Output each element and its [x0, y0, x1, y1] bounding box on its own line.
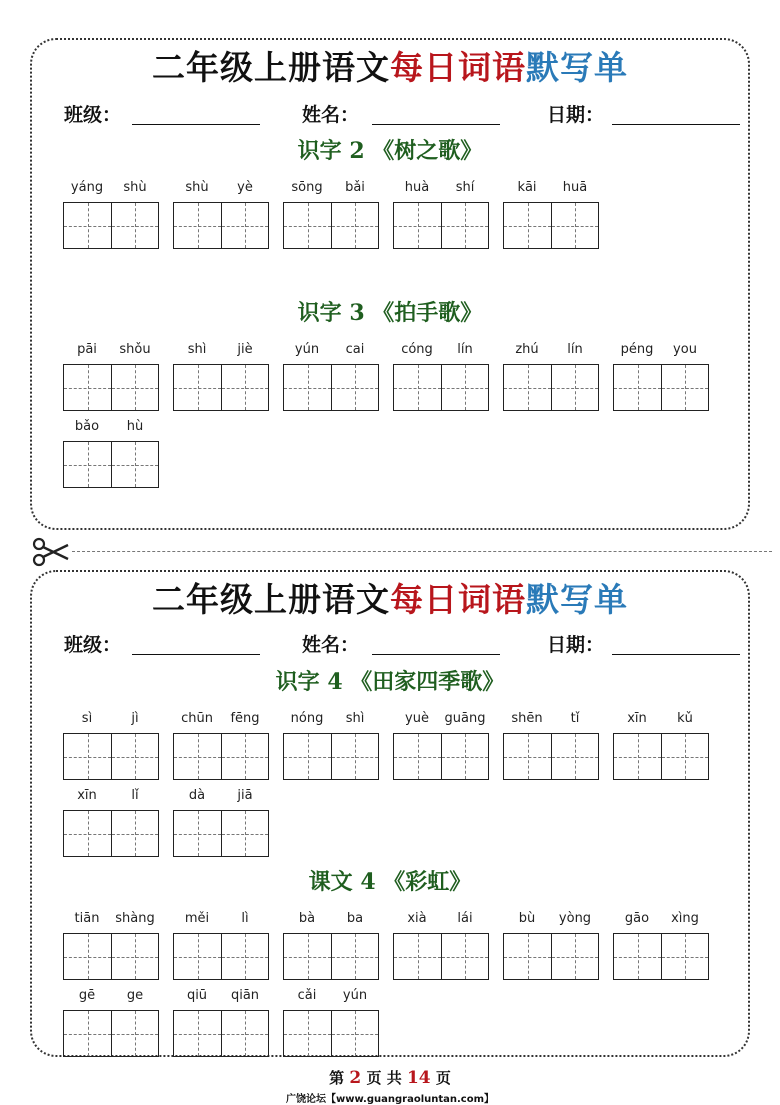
- tianzige-cell[interactable]: [221, 203, 268, 248]
- pinyin-label: ba: [346, 911, 364, 926]
- pinyin-label: dà: [188, 788, 206, 803]
- tianzige-cell[interactable]: [441, 203, 488, 248]
- pinyin-label: gāo: [624, 911, 650, 926]
- tianzige-cell[interactable]: [64, 365, 111, 410]
- title-part-1: 二年级上册语文: [152, 48, 390, 87]
- writing-boxes: [283, 364, 379, 411]
- word-item: [503, 180, 599, 250]
- word-item: [283, 180, 379, 250]
- word-item: [613, 342, 709, 412]
- worksheet-title: [32, 580, 748, 620]
- tianzige-cell[interactable]: [221, 734, 268, 779]
- pinyin-label: huà: [404, 180, 430, 195]
- pinyin-label: shēn: [511, 711, 543, 726]
- writing-boxes: [283, 1010, 379, 1057]
- tianzige-cell[interactable]: [174, 1011, 221, 1056]
- pinyin-label: kāi: [517, 180, 537, 195]
- tianzige-cell[interactable]: [661, 934, 708, 979]
- word-item: [283, 711, 379, 781]
- word-item: [63, 988, 159, 1058]
- writing-boxes: [503, 733, 599, 780]
- title-part-2: 每日词语: [390, 48, 526, 87]
- writing-boxes: [283, 733, 379, 780]
- writing-boxes: [173, 810, 269, 857]
- writing-boxes: [63, 364, 159, 411]
- scissors-icon: [32, 537, 70, 571]
- tianzige-cell[interactable]: [284, 203, 331, 248]
- tianzige-cell[interactable]: [331, 203, 378, 248]
- writing-boxes: [173, 364, 269, 411]
- tianzige-cell[interactable]: [174, 203, 221, 248]
- tianzige-cell[interactable]: [111, 734, 158, 779]
- date-field[interactable]: [612, 124, 740, 125]
- tianzige-cell[interactable]: [394, 203, 441, 248]
- writing-boxes: [63, 202, 159, 249]
- tianzige-cell[interactable]: [661, 365, 708, 410]
- worksheet-card-1: [30, 38, 750, 530]
- pinyin-label: tǐ: [570, 711, 580, 726]
- tianzige-cell[interactable]: [64, 734, 111, 779]
- word-item: [63, 419, 159, 489]
- pinyin-label: cǎi: [297, 988, 317, 1003]
- writing-boxes: [503, 933, 599, 980]
- pinyin-label: kǔ: [677, 711, 693, 726]
- pinyin-label: lín: [567, 342, 583, 357]
- word-item: [283, 988, 379, 1058]
- pinyin-label: bǎo: [74, 419, 100, 434]
- tianzige-cell[interactable]: [111, 365, 158, 410]
- tianzige-cell[interactable]: [331, 1011, 378, 1056]
- writing-boxes: [63, 1010, 159, 1057]
- pinyin-label: bà: [298, 911, 316, 926]
- class-field[interactable]: [132, 124, 260, 125]
- writing-boxes: [283, 933, 379, 980]
- section-title: 识字 4 《田家四季歌》: [275, 669, 505, 695]
- word-item: [503, 711, 599, 781]
- word-item: [283, 342, 379, 412]
- tianzige-cell[interactable]: [394, 365, 441, 410]
- pinyin-label: shàng: [115, 911, 155, 926]
- tianzige-cell[interactable]: [394, 934, 441, 979]
- info-row: [32, 100, 748, 130]
- pinyin-label: xìng: [671, 911, 699, 926]
- word-item: [63, 788, 159, 858]
- worksheet-card-2: [30, 570, 750, 1057]
- name-field[interactable]: [372, 654, 500, 655]
- writing-boxes: [613, 733, 709, 780]
- tianzige-cell[interactable]: [614, 365, 661, 410]
- tianzige-cell[interactable]: [174, 365, 221, 410]
- info-row: [32, 630, 748, 660]
- writing-boxes: [393, 364, 489, 411]
- page-footer: [0, 1067, 780, 1105]
- page-prefix: 第: [329, 1069, 345, 1087]
- tianzige-cell[interactable]: [111, 442, 158, 487]
- writing-boxes: [173, 933, 269, 980]
- pinyin-label: nóng: [290, 711, 324, 726]
- tianzige-cell[interactable]: [221, 811, 268, 856]
- pinyin-label: yún: [342, 988, 368, 1003]
- pinyin-label: sōng: [291, 180, 323, 195]
- tianzige-cell[interactable]: [551, 734, 598, 779]
- word-item: [613, 711, 709, 781]
- tianzige-cell[interactable]: [614, 734, 661, 779]
- pinyin-label: měi: [184, 911, 210, 926]
- tianzige-cell[interactable]: [614, 934, 661, 979]
- tianzige-cell[interactable]: [284, 365, 331, 410]
- writing-boxes: [503, 202, 599, 249]
- class-label: 班级：: [64, 104, 122, 126]
- tianzige-cell[interactable]: [174, 734, 221, 779]
- pinyin-label: yè: [237, 180, 253, 195]
- pinyin-label: lì: [241, 911, 249, 926]
- word-item: [393, 711, 489, 781]
- cut-line: [0, 535, 780, 569]
- pinyin-label: yuè: [405, 711, 429, 726]
- pinyin-label: shǒu: [119, 342, 151, 357]
- pinyin-label: jì: [131, 711, 139, 726]
- tianzige-cell[interactable]: [221, 1011, 268, 1056]
- writing-boxes: [283, 202, 379, 249]
- pinyin-label: cai: [345, 342, 365, 357]
- pinyin-label: shì: [187, 342, 207, 357]
- writing-boxes: [503, 364, 599, 411]
- word-item: [503, 911, 599, 981]
- tianzige-cell[interactable]: [111, 203, 158, 248]
- section-title: 识字 2 《树之歌》: [297, 138, 483, 164]
- pinyin-label: cóng: [401, 342, 433, 357]
- pinyin-label: lái: [457, 911, 473, 926]
- page-current: 2: [349, 1068, 362, 1088]
- word-item: [283, 911, 379, 981]
- word-item: [173, 342, 269, 412]
- writing-boxes: [63, 810, 159, 857]
- tianzige-cell[interactable]: [441, 734, 488, 779]
- word-item: [173, 911, 269, 981]
- word-item: [63, 180, 159, 250]
- section-title: 识字 3 《拍手歌》: [297, 300, 483, 326]
- tianzige-cell[interactable]: [441, 934, 488, 979]
- writing-boxes: [63, 441, 159, 488]
- pinyin-label: lǐ: [131, 788, 139, 803]
- pinyin-label: sì: [81, 711, 93, 726]
- pinyin-label: guāng: [444, 711, 486, 726]
- writing-boxes: [393, 933, 489, 980]
- title-part-3: 默写单: [526, 580, 628, 619]
- word-item: [393, 911, 489, 981]
- tianzige-cell[interactable]: [504, 934, 551, 979]
- pinyin-label: you: [673, 342, 697, 357]
- writing-boxes: [63, 933, 159, 980]
- writing-boxes: [63, 733, 159, 780]
- pinyin-label: jiā: [237, 788, 253, 803]
- pinyin-label: gē: [78, 988, 96, 1003]
- title-part-3: 默写单: [526, 48, 628, 87]
- pinyin-label: bù: [518, 911, 536, 926]
- pinyin-label: qiū: [186, 988, 208, 1003]
- writing-boxes: [173, 1010, 269, 1057]
- date-label: 日期：: [547, 634, 605, 656]
- title-part-2: 每日词语: [390, 580, 526, 619]
- writing-boxes: [613, 364, 709, 411]
- cut-dashed-line: [72, 551, 772, 552]
- pinyin-label: xià: [407, 911, 427, 926]
- name-field[interactable]: [372, 124, 500, 125]
- page-mid: 页 共: [366, 1069, 402, 1087]
- pinyin-label: yáng: [70, 180, 104, 195]
- word-item: [173, 180, 269, 250]
- pinyin-label: hù: [126, 419, 144, 434]
- writing-boxes: [173, 202, 269, 249]
- writing-boxes: [393, 733, 489, 780]
- tianzige-cell[interactable]: [64, 1011, 111, 1056]
- tianzige-cell[interactable]: [661, 734, 708, 779]
- date-field[interactable]: [612, 654, 740, 655]
- pinyin-label: yòng: [558, 911, 592, 926]
- tianzige-cell[interactable]: [64, 442, 111, 487]
- title-part-1: 二年级上册语文: [152, 580, 390, 619]
- worksheet-title: [32, 48, 748, 88]
- class-field[interactable]: [132, 654, 260, 655]
- word-item: [63, 911, 159, 981]
- pinyin-label: huā: [562, 180, 588, 195]
- tianzige-cell[interactable]: [284, 734, 331, 779]
- pinyin-label: jiè: [237, 342, 253, 357]
- writing-boxes: [173, 733, 269, 780]
- pinyin-label: yún: [294, 342, 320, 357]
- pinyin-label: fēng: [230, 711, 260, 726]
- pinyin-label: tiān: [74, 911, 100, 926]
- tianzige-cell[interactable]: [284, 934, 331, 979]
- tianzige-cell[interactable]: [331, 734, 378, 779]
- name-label: 姓名：: [302, 634, 360, 656]
- writing-boxes: [613, 933, 709, 980]
- section-title: 课文 4 《彩虹》: [308, 869, 472, 895]
- tianzige-cell[interactable]: [441, 365, 488, 410]
- tianzige-cell[interactable]: [331, 934, 378, 979]
- tianzige-cell[interactable]: [174, 811, 221, 856]
- page-suffix: 页: [435, 1069, 451, 1087]
- tianzige-cell[interactable]: [504, 203, 551, 248]
- tianzige-cell[interactable]: [551, 365, 598, 410]
- tianzige-cell[interactable]: [64, 811, 111, 856]
- pinyin-label: xīn: [77, 788, 97, 803]
- tianzige-cell[interactable]: [221, 365, 268, 410]
- word-item: [503, 342, 599, 412]
- tianzige-cell[interactable]: [221, 934, 268, 979]
- word-item: [173, 788, 269, 858]
- tianzige-cell[interactable]: [64, 203, 111, 248]
- pinyin-label: péng: [620, 342, 654, 357]
- tianzige-cell[interactable]: [504, 734, 551, 779]
- pinyin-label: zhú: [515, 342, 539, 357]
- pinyin-label: qiān: [230, 988, 260, 1003]
- page-total: 14: [406, 1068, 431, 1088]
- tianzige-cell[interactable]: [394, 734, 441, 779]
- tianzige-cell[interactable]: [331, 365, 378, 410]
- word-item: [393, 342, 489, 412]
- word-item: [63, 711, 159, 781]
- site-watermark: 广饶论坛【www.guangraoluntan.com】: [285, 1094, 495, 1105]
- tianzige-cell[interactable]: [284, 1011, 331, 1056]
- pinyin-label: shù: [185, 180, 209, 195]
- pinyin-label: ge: [126, 988, 144, 1003]
- tianzige-cell[interactable]: [111, 934, 158, 979]
- pinyin-label: pāi: [77, 342, 97, 357]
- page-indicator: [0, 1067, 780, 1088]
- pinyin-label: bǎi: [345, 180, 365, 195]
- tianzige-cell[interactable]: [64, 934, 111, 979]
- word-item: [173, 988, 269, 1058]
- class-label: 班级：: [64, 634, 122, 656]
- pinyin-label: lín: [457, 342, 473, 357]
- tianzige-cell[interactable]: [174, 934, 221, 979]
- tianzige-cell[interactable]: [111, 1011, 158, 1056]
- pinyin-label: shì: [345, 711, 365, 726]
- word-item: [63, 342, 159, 412]
- pinyin-label: shù: [123, 180, 147, 195]
- tianzige-cell[interactable]: [504, 365, 551, 410]
- pinyin-label: shí: [455, 180, 475, 195]
- tianzige-cell[interactable]: [551, 934, 598, 979]
- name-label: 姓名：: [302, 104, 360, 126]
- writing-boxes: [393, 202, 489, 249]
- tianzige-cell[interactable]: [551, 203, 598, 248]
- pinyin-label: chūn: [181, 711, 213, 726]
- word-item: [613, 911, 709, 981]
- pinyin-label: xīn: [627, 711, 647, 726]
- word-item: [393, 180, 489, 250]
- tianzige-cell[interactable]: [111, 811, 158, 856]
- date-label: 日期：: [547, 104, 605, 126]
- word-item: [173, 711, 269, 781]
